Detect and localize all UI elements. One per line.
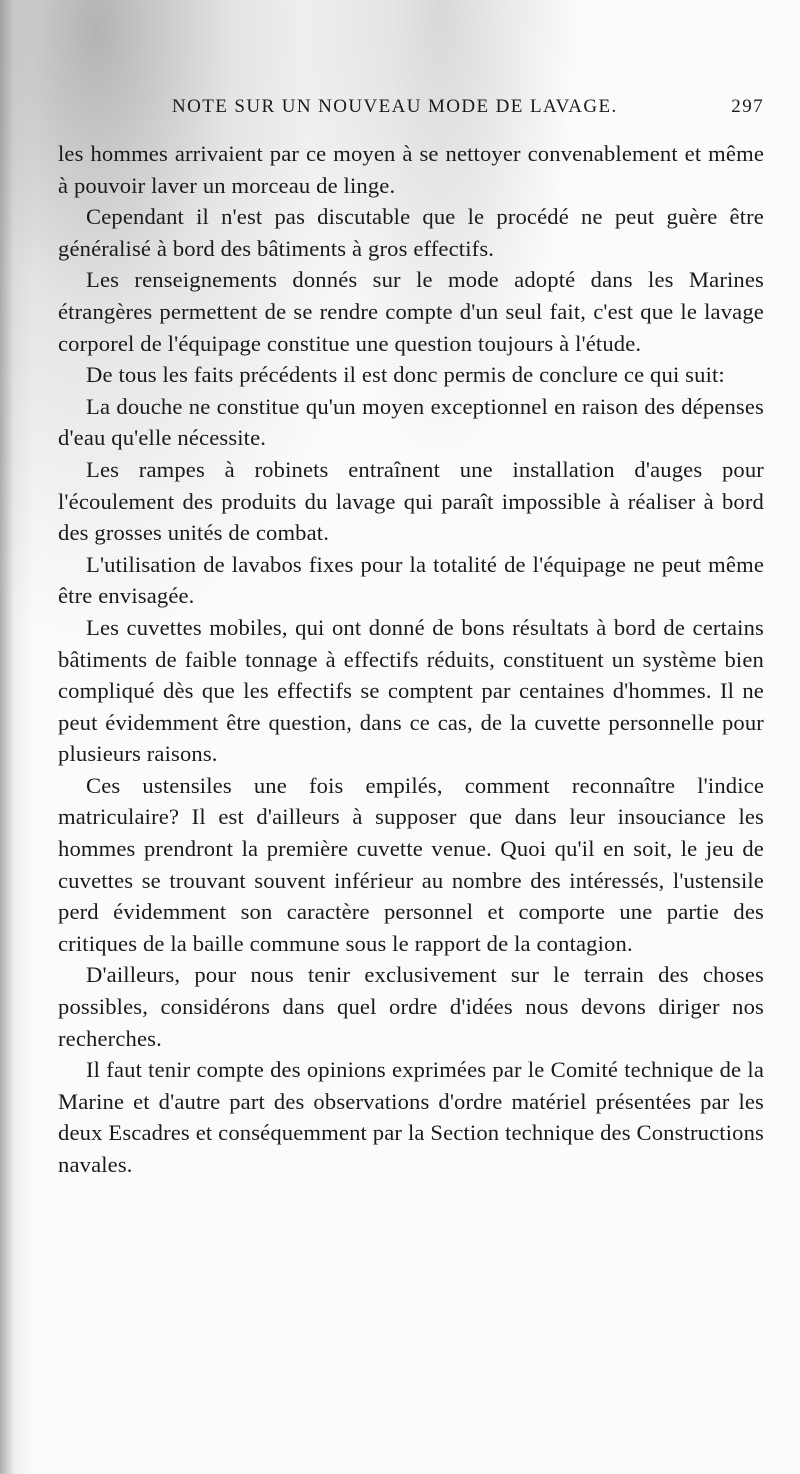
paragraph: Les cuvettes mobiles, qui ont donné de bons résultats à bord de certains bâtiments de faible tonnage à effectifs réduits, constituent un système bien compliqué dès que les effectifs se comptent par centaines d'hommes. Il ne peut évidemment être question, dans ce cas, de la cuvette personnelle pour plusieurs raisons. xyxy=(58,614,764,767)
paragraph: Il faut tenir compte des opinions exprimées par le Comité technique de la Marine et d'autre part des observations d'ordre matériel présentées par les deux Escadres et conséquemment par la Section technique des Constructions navales. xyxy=(58,1057,764,1177)
page-number: 297 xyxy=(731,96,764,117)
body-text xyxy=(58,138,764,1181)
paragraph: Les renseignements donnés sur le mode adopté dans les Marines étrangères permettent de se rendre compte d'un seul fait, c'est que le lavage corporel de l'équipage constitue une question toujours à l'étude. xyxy=(58,267,764,356)
page-header xyxy=(58,96,764,126)
paragraph: Ces ustensiles une fois empilés, comment reconnaître l'indice matriculaire? Il est d'ailleurs à supposer que dans leur insouciance les hommes prendront la première cuvette venue. Quoi qu'il en soit, le jeu de cuvettes se trouvant souvent inférieur au nombre des intéressés, l'ustensile perd évidemment son caractère personnel et comporte une partie des critiques de la baille commune sous le rapport de la contagion. xyxy=(58,772,764,956)
paragraph: Cependant il n'est pas discutable que le procédé ne peut guère être généralisé à bord des bâtiments à gros effectifs. xyxy=(58,204,764,261)
paragraph: De tous les faits précédents il est donc permis de conclure ce qui suit: xyxy=(86,362,725,388)
paragraph: D'ailleurs, pour nous tenir exclusivement sur le terrain des choses possibles, considérons dans quel ordre d'idées nous devons diriger nos recherches. xyxy=(58,962,764,1051)
paragraph: Les rampes à robinets entraînent une installation d'auges pour l'écoulement des produits du lavage qui paraît impossible à réaliser à bord des grosses unités de combat. xyxy=(58,456,764,546)
paragraph: L'utilisation de lavabos fixes pour la totalité de l'équipage ne peut même être envisagée. xyxy=(58,551,764,609)
paragraph: La douche ne constitue qu'un moyen exceptionnel en raison des dépenses d'eau qu'elle nécessite. xyxy=(58,393,764,451)
running-title: NOTE SUR UN NOUVEAU MODE DE LAVAGE. xyxy=(172,96,618,117)
paragraph: les hommes arrivaient par ce moyen à se nettoyer convenablement et même à pouvoir laver un morceau de linge. xyxy=(58,141,764,198)
